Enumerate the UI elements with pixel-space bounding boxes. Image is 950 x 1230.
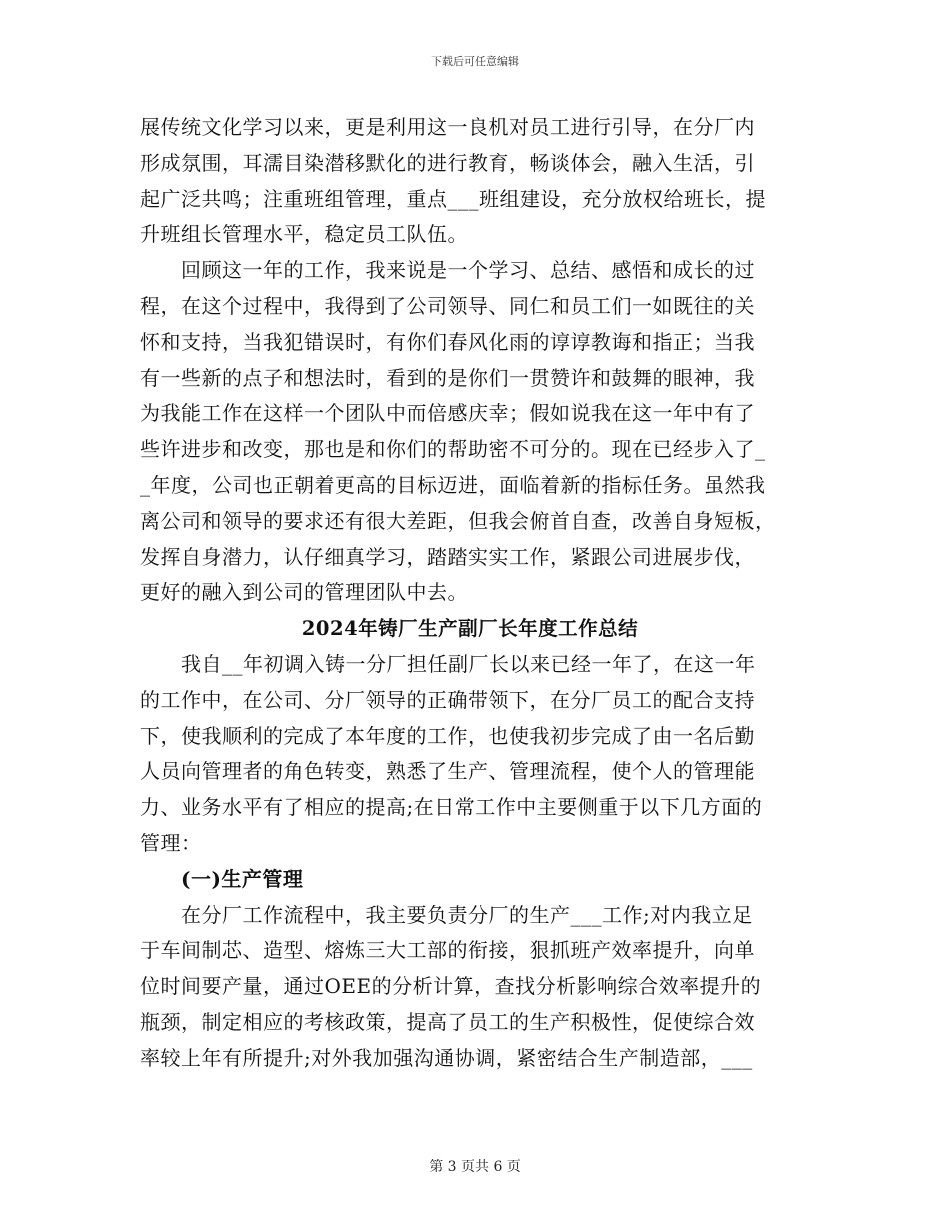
page-number: 第 3 页共 6 页 [429,1159,521,1175]
body-line: 离公司和领导的要求还有很大差距，但我会俯首自查，改善自身短板， [140,508,776,533]
body-line: 发挥自身潜力，认仔细真学习，踏踏实实工作，紧跟公司进展步伐， [140,544,755,569]
body-line: 回顾这一年的工作，我来说是一个学习、总结、感悟和成长的过 [140,258,755,283]
body-line: 率较上年有所提升;对外我加强沟通协调，紧密结合生产制造部，___ [140,1045,753,1070]
body-line: 人员向管理者的角色转变，熟悉了生产、管理流程，使个人的管理能 [140,759,755,784]
body-line: 怀和支持，当我犯错误时，有你们春风化雨的谆谆教诲和指正；当我 [140,329,755,354]
body-line: 在分厂工作流程中，我主要负责分厂的生产___工作;对内我立足 [140,902,753,927]
body-line: 我自__年初调入铸一分厂担任副厂长以来已经一年了，在这一年 [140,651,756,676]
page-header: 下载后可任意编辑 [431,55,519,68]
body-line: 有一些新的点子和想法时，看到的是你们一贯赞许和鼓舞的眼神，我 [140,365,755,390]
body-line: 展传统文化学习以来，更是利用这一良机对员工进行引导，在分厂内 [140,115,755,139]
body-line: 些许进步和改变，那也是和你们的帮助密不可分的。现在已经步入了_ [140,437,766,462]
body-line: 管理： [140,830,202,855]
subsection-heading: (一)生产管理 [140,866,304,891]
body-line: 下，使我顺利的完成了本年度的工作，也使我初步完成了由一名后勤 [140,723,755,748]
body-line: 形成氛围，耳濡目染潜移默化的进行教育，畅谈体会，融入生活，引 [140,150,755,175]
body-line: 于车间制芯、造型、熔炼三大工部的衔接，狠抓班产效率提升，向单 [140,938,755,963]
body-line: _年度，公司也正朝着更高的目标迈进，面临着新的指标任务。虽然我 [140,472,766,497]
body-line: 的工作中，在公司、分厂领导的正确带领下，在分厂员工的配合支持 [140,687,755,712]
body-line: 为我能工作在这样一个团队中而倍感庆幸；假如说我在这一年中有了 [140,401,755,426]
body-line: 更好的融入到公司的管理团队中去。 [140,580,468,605]
body-line: 位时间要产量，通过OEE的分析计算，查找分析影响综合效率提升的 [140,974,762,999]
body-line: 力、业务水平有了相应的提高;在日常工作中主要侧重于以下几方面的 [140,795,763,820]
body-line: 瓶颈，制定相应的考核政策，提高了员工的生产积极性，促使综合效 [140,1009,755,1034]
body-line: 升班组长管理水平，稳定员工队伍。 [140,222,468,247]
body-line: 程，在这个过程中，我得到了公司领导、同仁和员工们一如既往的关 [140,293,755,318]
section-title: 2024年铸厂生产副厂长年度工作总结 [301,617,639,641]
document-body [140,110,800,1077]
body-line: 起广泛共鸣；注重班组管理，重点___班组建设，充分放权给班长，提 [140,186,766,211]
